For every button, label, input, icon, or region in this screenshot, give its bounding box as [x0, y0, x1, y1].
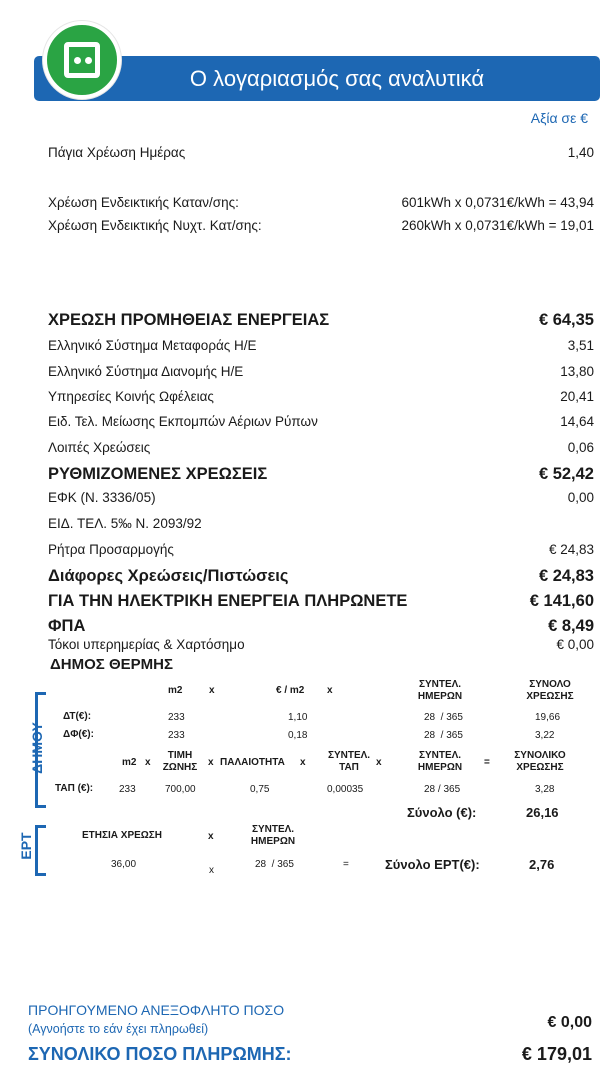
- adjustment-row: [48, 542, 594, 564]
- tap-days: 28 / 365: [424, 784, 461, 795]
- daily-fixed-value: 1,40: [567, 145, 594, 160]
- tap-header-eq: =: [484, 757, 490, 768]
- total-payment-value: € 179,01: [521, 1044, 592, 1064]
- eid-tel-label: ΕΙΔ. ΤΕΛ. 5‰ Ν. 2093/92: [48, 516, 202, 531]
- regulated-value: 20,41: [560, 389, 594, 404]
- regulated-label: Ελληνικό Σύστημα Διανομής Η/Ε: [48, 364, 244, 379]
- tap-coef: 0,00035: [327, 784, 364, 795]
- regulated-row: [48, 414, 594, 436]
- df-days: 28 / 365: [424, 730, 463, 741]
- energy-pay-value: € 141,60: [529, 592, 594, 610]
- vat-row: [48, 617, 594, 639]
- regulated-value: 3,51: [567, 338, 594, 353]
- tap-m2: 233: [119, 784, 136, 795]
- municipality-sum-value: 26,16: [526, 805, 559, 820]
- various-total-row: [48, 567, 594, 589]
- energy-pay-label: ΓΙΑ ΤΗΝ ΗΛΕΚΤΡΙΚΗ ΕΝΕΡΓΕΙΑ ΠΛΗΡΩΝΕΤΕ: [48, 592, 408, 610]
- tap-age: 0,75: [250, 784, 270, 795]
- tap-zone: 700,00: [165, 784, 196, 795]
- dt-total: 19,66: [535, 712, 561, 723]
- header-x: x: [327, 685, 333, 696]
- dt-m2: 233: [168, 712, 185, 723]
- municipality-sum-label: Σύνολο (€):: [407, 805, 477, 820]
- header-m2: m2: [168, 685, 183, 696]
- tap-label: ΤΑΠ (€):: [55, 783, 94, 794]
- ert-sum-value: 2,76: [529, 857, 555, 872]
- municipality-side-label: ΔΗΜΟΥ: [29, 722, 45, 774]
- previous-unpaid-value: € 0,00: [547, 1014, 592, 1031]
- regulated-total-value: € 52,42: [538, 465, 594, 483]
- tap-header-total: ΣΥΝΟΛΙΚΟ ΧΡΕΩΣΗΣ: [514, 750, 566, 773]
- night-consumption-label: Χρέωση Ενδεικτικής Νυχτ. Κατ/σης:: [48, 218, 262, 233]
- ert-x: x: [208, 831, 214, 842]
- tap-header-x: x: [300, 757, 306, 768]
- supply-total-value: € 64,35: [538, 311, 594, 329]
- interest-value: € 0,00: [556, 637, 594, 652]
- eid-tel-row: [48, 516, 594, 538]
- night-consumption-value: 260kWh x 0,0731€/kWh = 19,01: [401, 218, 594, 233]
- ert-x-2: x: [209, 865, 214, 876]
- header-x: x: [209, 685, 215, 696]
- adjustment-value: € 24,83: [548, 542, 594, 557]
- ert-annual-label: ΕΤΗΣΙΑ ΧΡΕΩΣΗ: [82, 830, 163, 841]
- regulated-total-row: [48, 465, 594, 487]
- various-total-label: Διάφορες Χρεώσεις/Πιστώσεις: [48, 567, 289, 585]
- regulated-value: 0,06: [567, 440, 594, 455]
- efk-label: ΕΦΚ (Ν. 3336/05): [48, 490, 156, 505]
- adjustment-label: Ρήτρα Προσαρμογής: [48, 542, 174, 557]
- ert-eq: =: [343, 859, 349, 870]
- regulated-row: [48, 338, 594, 360]
- interest-label: Τόκοι υπερημερίας & Χαρτόσημο: [48, 637, 245, 652]
- tap-header-age: ΠΑΛΑΙΟΤΗΤΑ: [220, 757, 285, 768]
- tap-header-coef-days: ΣΥΝΤΕΛ. ΗΜΕΡΩΝ: [417, 750, 463, 773]
- day-consumption-label: Χρέωση Ενδεικτικής Καταν/σης:: [48, 195, 239, 210]
- dt-days: 28 / 365: [424, 712, 463, 723]
- value-caption: Αξία σε €: [530, 110, 588, 126]
- df-total: 3,22: [535, 730, 555, 741]
- day-consumption-value: 601kWh x 0,0731€/kWh = 43,94: [401, 195, 594, 210]
- daily-fixed-row: [48, 145, 594, 167]
- regulated-value: 14,64: [560, 414, 594, 429]
- supply-total-label: ΧΡΕΩΣΗ ΠΡΟΜΗΘΕΙΑΣ ΕΝΕΡΓΕΙΑΣ: [48, 311, 330, 329]
- dt-rate: 1,10: [288, 712, 308, 723]
- ert-coef-days: ΣΥΝΤΕΛ. ΗΜΕΡΩΝ: [250, 824, 296, 847]
- efk-value: 0,00: [567, 490, 594, 505]
- tap-header-x: x: [376, 757, 382, 768]
- night-consumption-row: [48, 218, 594, 240]
- df-m2: 233: [168, 730, 185, 741]
- tap-header-x: x: [208, 757, 214, 768]
- ert-bracket: [35, 825, 46, 876]
- previous-unpaid-label: ΠΡΟΗΓΟΥΜΕΝΟ ΑΝΕΞΟΦΛΗΤΟ ΠΟΣΟ: [28, 1002, 285, 1018]
- energy-pay-row: [48, 592, 594, 614]
- header-eur-m2: € / m2: [276, 685, 305, 696]
- vat-value: € 8,49: [548, 617, 594, 635]
- header-coef-days: ΣΥΝΤΕΛ. ΗΜΕΡΩΝ: [417, 679, 463, 702]
- header-total: ΣΥΝΟΛΟ ΧΡΕΩΣΗΣ: [526, 679, 574, 702]
- df-rate: 0,18: [288, 730, 308, 741]
- tap-total: 3,28: [535, 784, 555, 795]
- supply-total-row: [48, 311, 594, 333]
- power-socket-icon: [43, 21, 121, 99]
- regulated-label: Ειδ. Τελ. Μείωσης Εκπομπών Αέριων Ρύπων: [48, 414, 318, 429]
- daily-fixed-label: Πάγια Χρέωση Ημέρας: [48, 145, 186, 160]
- dt-label: ΔΤ(€):: [63, 711, 92, 722]
- regulated-row: [48, 440, 594, 462]
- previous-unpaid-note: (Αγνοήστε το εάν έχει πληρωθεί): [28, 1022, 209, 1036]
- regulated-label: Ελληνικό Σύστημα Μεταφοράς Η/Ε: [48, 338, 257, 353]
- ert-sum-label: Σύνολο ΕΡΤ(€):: [385, 857, 480, 872]
- vat-label: ΦΠΑ: [48, 617, 86, 635]
- regulated-row: [48, 364, 594, 386]
- total-payment-label: ΣΥΝΟΛΙΚΟ ΠΟΣΟ ΠΛΗΡΩΜΗΣ:: [28, 1044, 292, 1064]
- efk-row: [48, 490, 594, 512]
- ert-annual-value: 36,00: [111, 859, 137, 870]
- tap-header-zone: ΤΙΜΗ ΖΩΝΗΣ: [162, 750, 198, 773]
- municipality-title: ΔΗΜΟΣ ΘΕΡΜΗΣ: [50, 656, 173, 673]
- regulated-row: [48, 389, 594, 411]
- ert-side-label: ΕΡΤ: [18, 832, 34, 860]
- df-label: ΔΦ(€):: [63, 729, 94, 740]
- regulated-value: 13,80: [560, 364, 594, 379]
- tap-header-m2: m2: [122, 757, 137, 768]
- regulated-total-label: ΡΥΘΜΙΖΟΜΕΝΕΣ ΧΡΕΩΣΕΙΣ: [48, 465, 268, 483]
- page-title: Ο λογαριασμός σας αναλυτικά: [189, 66, 485, 91]
- tap-header-coef-tap: ΣΥΝΤΕΛ. ΤΑΠ: [327, 750, 371, 773]
- day-consumption-row: [48, 195, 594, 217]
- various-total-value: € 24,83: [538, 567, 594, 585]
- tap-header-x: x: [145, 757, 151, 768]
- regulated-label: Λοιπές Χρεώσεις: [48, 440, 151, 455]
- regulated-label: Υπηρεσίες Κοινής Ωφέλειας: [48, 389, 214, 404]
- ert-days: 28 / 365: [255, 859, 294, 870]
